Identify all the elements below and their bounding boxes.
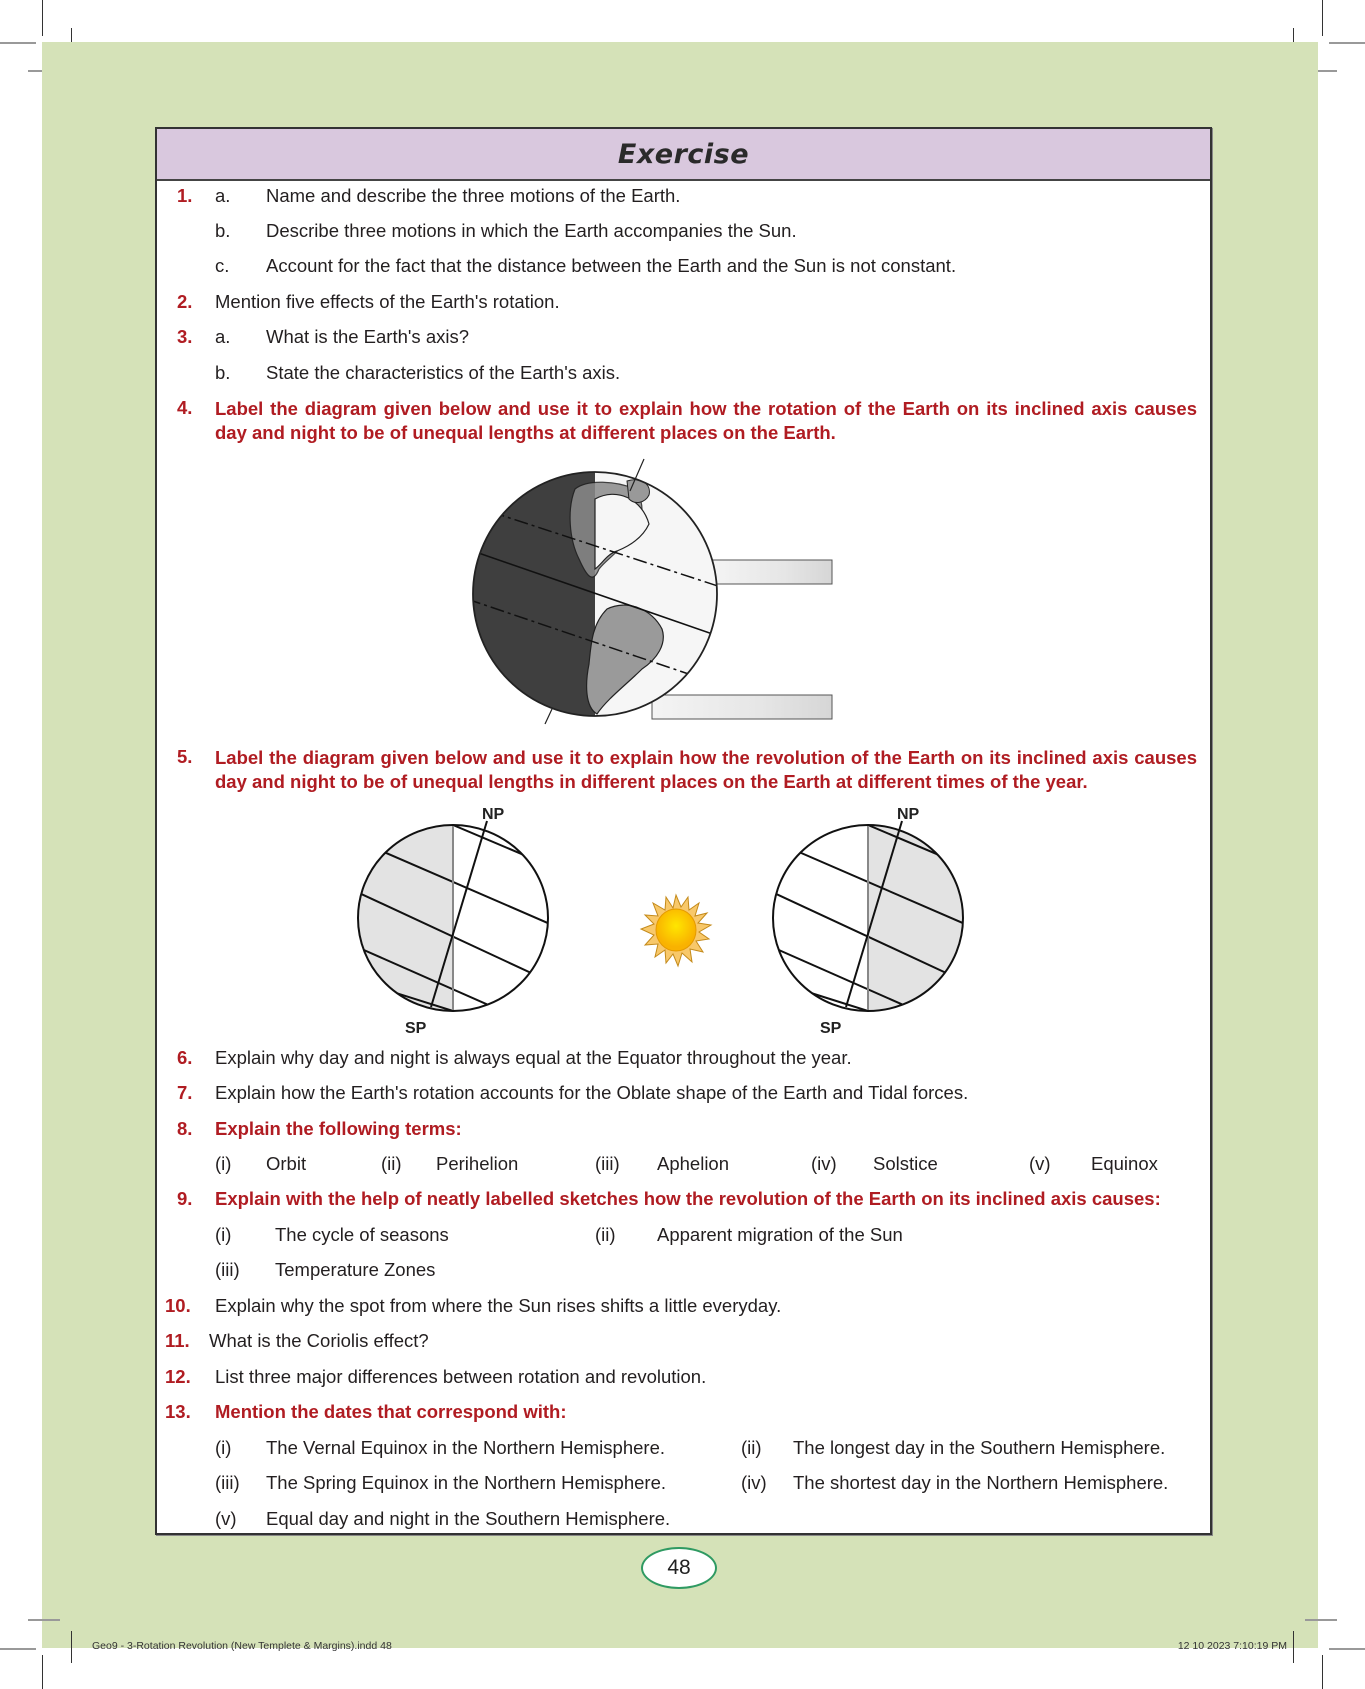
crop-mark	[1322, 0, 1323, 36]
term-label: (iii)	[595, 1153, 620, 1174]
item-label: (iii)	[215, 1259, 240, 1280]
footer-timestamp: 12 10 2023 7:10:19 PM	[1177, 1640, 1287, 1652]
question-text: What is the Earth's axis?	[266, 326, 470, 347]
item-label: (ii)	[741, 1437, 762, 1458]
question-text: Label the diagram given below and use it to explain how the rotation of the Earth on its inclined axis causes day and night to be of unequal lengths at different places on the Earth.	[215, 398, 1197, 443]
crop-mark	[1305, 1619, 1337, 1621]
question-text: List three major differences between rotation and revolution.	[215, 1366, 707, 1387]
item-label: (ii)	[595, 1224, 616, 1245]
part-label: b.	[215, 220, 231, 241]
crop-mark	[1293, 1631, 1294, 1663]
question-number: 11.	[165, 1330, 190, 1351]
term-text: Solstice	[873, 1153, 938, 1174]
question-text: Label the diagram given below and use it to explain how the revolution of the Earth on its inclined axis causes day and night to be of unequal lengths in different places on the Earth at different times of the year.	[215, 747, 1197, 792]
question-number: 8.	[177, 1118, 193, 1139]
question-number: 7.	[177, 1082, 193, 1103]
part-label: b.	[215, 362, 231, 383]
question-number: 3.	[177, 326, 193, 347]
item-label: (iv)	[741, 1472, 767, 1493]
item-label: (v)	[215, 1508, 237, 1529]
question-text: Describe three motions in which the Earth accompanies the Sun.	[266, 220, 797, 241]
question-text: Account for the fact that the distance between the Earth and the Sun is not constant.	[266, 255, 957, 276]
night-side	[868, 807, 968, 1037]
question-text: Mention five effects of the Earth's rotation.	[215, 291, 560, 312]
question-text: Explain why day and night is always equal at the Equator throughout the year.	[215, 1047, 852, 1068]
page-number: 48	[641, 1547, 717, 1589]
item-label: (i)	[215, 1224, 232, 1245]
question-text: State the characteristics of the Earth's axis.	[266, 362, 621, 383]
term-label: (iv)	[811, 1153, 837, 1174]
item-text: The cycle of seasons	[275, 1224, 449, 1245]
question-text: Explain how the Earth's rotation accounts for the Oblate shape of the Earth and Tidal forces.	[215, 1082, 969, 1103]
south-pole-label: SP	[820, 1020, 842, 1037]
south-pole-label: SP	[405, 1020, 427, 1037]
earth-axis	[545, 709, 552, 724]
crop-mark	[1322, 1655, 1323, 1689]
day-side	[453, 807, 553, 1037]
day-side	[767, 807, 868, 1037]
globe-left	[357, 807, 557, 1037]
question-number: 13.	[165, 1401, 191, 1422]
crop-mark	[0, 42, 36, 44]
question-text: What is the Coriolis effect?	[209, 1330, 429, 1351]
item-text: Temperature Zones	[275, 1259, 436, 1280]
north-pole-label: NP	[897, 806, 920, 823]
question-number: 10.	[165, 1295, 191, 1316]
crop-mark	[0, 1648, 36, 1650]
question-number: 2.	[177, 291, 193, 312]
night-side	[357, 807, 453, 1037]
part-label: a.	[215, 326, 231, 347]
revolution-diagram	[357, 807, 1017, 1037]
question-number: 6.	[177, 1047, 193, 1068]
question-number: 5.	[177, 746, 193, 767]
question-text: Explain the following terms:	[215, 1118, 462, 1139]
exercise-title: Exercise	[157, 129, 1210, 181]
crop-mark	[28, 1619, 60, 1621]
term-text: Perihelion	[436, 1153, 519, 1174]
term-text: Aphelion	[657, 1153, 730, 1174]
part-label: a.	[215, 185, 231, 206]
sun-ray	[652, 695, 832, 719]
crop-mark	[42, 0, 43, 36]
question-number: 12.	[165, 1366, 191, 1387]
footer-file-name: Geo9 - 3-Rotation Revolution (New Templete & Margins).indd 48	[92, 1640, 392, 1652]
term-label: (i)	[215, 1153, 232, 1174]
question-text: Mention the dates that correspond with:	[215, 1401, 567, 1422]
sun-icon	[641, 895, 711, 966]
term-text: Orbit	[266, 1153, 307, 1174]
item-label: (i)	[215, 1437, 232, 1458]
question-number: 4.	[177, 397, 193, 418]
term-label: (ii)	[381, 1153, 402, 1174]
question-number: 1.	[177, 185, 193, 206]
north-pole-label: NP	[482, 806, 505, 823]
crop-mark	[42, 1655, 43, 1689]
term-text: Equinox	[1091, 1153, 1158, 1174]
crop-mark	[1329, 1648, 1365, 1650]
crop-mark	[71, 1631, 72, 1663]
item-text: The Vernal Equinox in the Northern Hemisphere.	[266, 1437, 665, 1458]
item-label: (iii)	[215, 1472, 240, 1493]
part-label: c.	[215, 255, 230, 276]
question-number: 9.	[177, 1188, 193, 1209]
item-text: Apparent migration of the Sun	[657, 1224, 903, 1245]
item-text: The longest day in the Southern Hemisphere.	[793, 1437, 1166, 1458]
question-text: Explain with the help of neatly labelled sketches how the revolution of the Earth on its inclined axis causes:	[215, 1188, 1161, 1209]
item-text: The shortest day in the Northern Hemisphere.	[793, 1472, 1169, 1493]
item-text: Equal day and night in the Southern Hemisphere.	[266, 1508, 671, 1529]
item-text: The Spring Equinox in the Northern Hemisphere.	[266, 1472, 667, 1493]
globe-right	[767, 807, 972, 1037]
rotation-globe-diagram	[467, 459, 837, 724]
question-text: Explain why the spot from where the Sun rises shifts a little everyday.	[215, 1295, 782, 1316]
crop-mark	[1329, 42, 1365, 44]
sun-ray	[712, 560, 832, 584]
question-text: Name and describe the three motions of the Earth.	[266, 185, 681, 206]
term-label: (v)	[1029, 1153, 1051, 1174]
exercise-box	[155, 127, 1212, 1535]
